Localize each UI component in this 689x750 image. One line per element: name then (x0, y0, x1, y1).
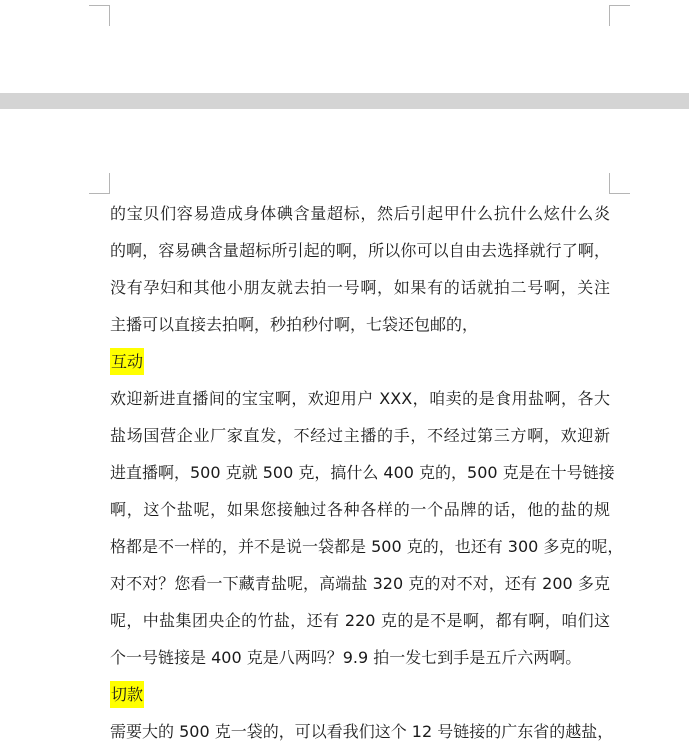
text-line: 的宝贝们容易造成身体碘含量超标，然后引起甲什么抗什么炫什么炎 (110, 204, 610, 223)
page-corner-mark (89, 5, 110, 26)
highlighted-heading-text: 切款 (110, 681, 144, 708)
text-line: 个一号链接是 400 克是八两吗？9.9 拍一发七到手是五斤六两啊。 (110, 648, 582, 667)
document-body[interactable] (110, 195, 624, 750)
text-line: 啊，这个盐呢，如果您接触过各种各样的一个品牌的话，他的盐的规 (110, 500, 610, 519)
highlighted-heading-text: 互动 (110, 348, 144, 375)
page-corner-mark (609, 5, 630, 26)
text-line: 进直播啊，500 克就 500 克，搞什么 400 克的，500 克是在十号链接 (110, 463, 615, 482)
page-corner-mark (609, 173, 630, 194)
previous-page (0, 0, 689, 93)
text-line: 盐场国营企业厂家直发，不经过主播的手，不经过第三方啊，欢迎新 (110, 426, 610, 445)
text-line: 的啊，容易碘含量超标所引起的啊，所以你可以自由去选择就行了啊， (110, 241, 610, 260)
text-line: 没有孕妇和其他小朋友就去拍一号啊，如果有的话就拍二号啊，关注 (110, 278, 610, 297)
text-line: 对不对？您看一下藏青盐呢，高端盐 320 克的对不对，还有 200 多克 (110, 574, 610, 593)
text-line: 主播可以直接去拍啊，秒拍秒付啊，七袋还包邮的， (110, 315, 479, 334)
text-line: 欢迎新进直播间的宝宝啊，欢迎用户 XXX，咱卖的是食用盐啊，各大 (110, 389, 610, 408)
section-heading (110, 343, 610, 380)
page-separator (0, 93, 689, 109)
text-line: 需要大的 500 克一袋的，可以看我们这个 12 号链接的广东省的越盐， (110, 722, 614, 741)
text-line: 呢，中盐集团央企的竹盐，还有 220 克的是不是啊，都有啊，咱们这 (110, 611, 610, 630)
section-heading (110, 676, 610, 713)
text-line: 格都是不一样的，并不是说一袋都是 500 克的，也还有 300 多克的呢， (110, 537, 624, 556)
page-corner-mark (89, 173, 110, 194)
